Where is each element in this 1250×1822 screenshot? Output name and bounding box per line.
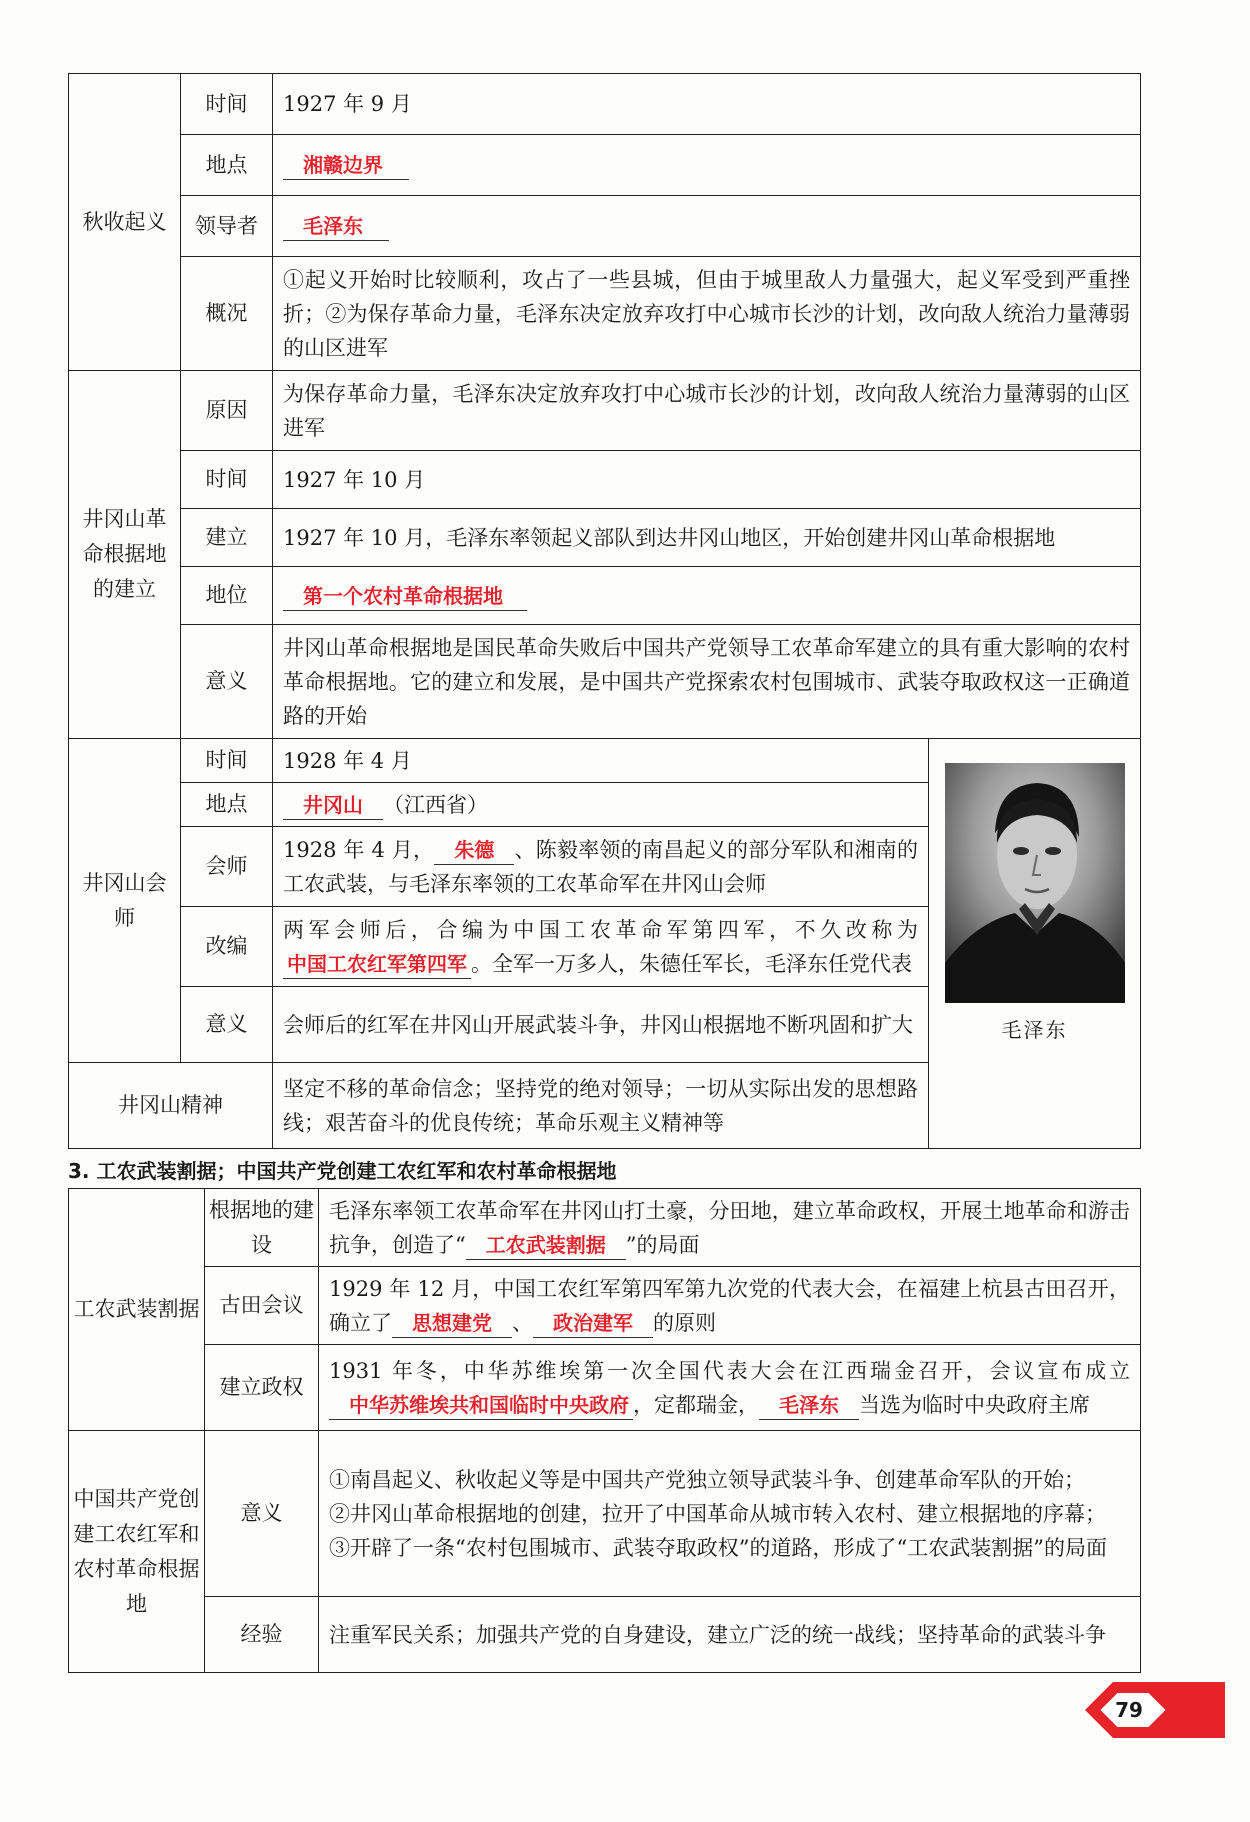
jinggangshan-meeting-category: 井冈山会师 <box>69 739 181 1063</box>
meeting-place-answer: 井冈山 <box>303 792 363 817</box>
armed-separatism-category: 工农武装割据 <box>69 1189 205 1431</box>
text-segment: 两军会师后，合编为中国工农革命军第四军，不久改称为 <box>283 917 918 942</box>
text-segment: 、 <box>512 1310 533 1335</box>
meeting-place-suffix: （江西省） <box>383 792 488 817</box>
row-label: 时间 <box>181 451 273 509</box>
gutian-answer-2: 政治建军 <box>553 1310 633 1335</box>
answer-blank <box>283 582 527 611</box>
cpc-red-army-category: 中国共产党创建工农红军和农村革命根据地 <box>69 1431 205 1673</box>
base-status <box>273 567 1141 625</box>
autumn-time: 1927 年 9 月 <box>273 74 1141 135</box>
answer-blank <box>283 791 383 820</box>
meeting-join <box>273 827 929 907</box>
row-label: 会师 <box>181 827 273 907</box>
establish-government <box>319 1345 1141 1431</box>
answer-blank <box>329 1391 633 1420</box>
row-label: 经验 <box>205 1597 319 1673</box>
text-segment: 1928 年 4 月， <box>283 837 435 862</box>
text-segment: 1929 年 12 月，中国工农红军第四军第九次党的代表大会，在福建上杭县古田召开，确立了 <box>329 1276 1130 1335</box>
answer-blank <box>283 950 471 979</box>
row-label: 意义 <box>205 1431 319 1597</box>
row-label: 时间 <box>181 74 273 135</box>
autumn-uprising-category: 秋收起义 <box>69 74 181 371</box>
answer-blank <box>759 1391 859 1420</box>
row-label: 概况 <box>181 257 273 371</box>
row-label: 根据地的建设 <box>205 1189 319 1267</box>
row-label: 古田会议 <box>205 1267 319 1345</box>
history-table-1 <box>68 73 1141 1149</box>
base-construction <box>319 1189 1141 1267</box>
autumn-place-answer: 湘赣边界 <box>303 153 383 177</box>
answer-blank <box>283 212 389 241</box>
meeting-time: 1928 年 4 月 <box>273 739 929 783</box>
government-answer-2: 毛泽东 <box>779 1392 839 1417</box>
row-label: 意义 <box>181 625 273 739</box>
meeting-join-answer: 朱德 <box>454 837 495 862</box>
row-label: 地点 <box>181 135 273 196</box>
row-label: 领导者 <box>181 196 273 257</box>
autumn-overview: ①起义开始时比较顺利，攻占了一些县城，但由于城里敌人力量强大，起义军受到严重挫折；②为保存革命力量，毛泽东决定放弃攻打中心城市长沙的计划，改向敌人统治力量薄弱的山区进军 <box>273 257 1141 371</box>
jinggangshan-spirit-category: 井冈山精神 <box>69 1063 273 1149</box>
row-label: 原因 <box>181 371 273 451</box>
history-table-2 <box>68 1188 1141 1673</box>
gutian-answer-1: 思想建党 <box>412 1310 492 1335</box>
significance-point-3: ③开辟了一条“农村包围城市、武装夺取政权”的道路，形成了“工农武装割据”的局面 <box>329 1535 1107 1560</box>
jinggangshan-base-category: 井冈山革命根据地的建立 <box>69 371 181 739</box>
significance-point-2: ②井冈山革命根据地的创建，拉开了中国革命从城市转入农村、建立根据地的序幕； <box>329 1501 1106 1526</box>
answer-blank <box>533 1309 653 1338</box>
autumn-place <box>273 135 1141 196</box>
portrait-illustration <box>945 763 1125 1003</box>
section-3-title: 3. 工农武装割据；中国共产党创建工农红军和农村革命根据地 <box>68 1159 617 1183</box>
text-segment: 毛泽东率领工农革命军在井冈山打土豪，分田地，建立革命政权，开展土地革命和游击抗争，创造了“ <box>329 1198 1130 1257</box>
base-reason: 为保存革命力量，毛泽东决定放弃攻打中心城市长沙的计划，改向敌人统治力量薄弱的山区进军 <box>273 371 1141 451</box>
gutian-conference <box>319 1267 1141 1345</box>
row-label: 改编 <box>181 907 273 987</box>
meeting-reorganize-answer: 中国工农红军第四军 <box>287 951 467 976</box>
row-label: 意义 <box>181 987 273 1063</box>
base-time: 1927 年 10 月 <box>273 451 1141 509</box>
spirit-text: 坚定不移的革命信念；坚持党的绝对领导；一切从实际出发的思想路线；艰苦奋斗的优良传统；革命乐观主义精神等 <box>273 1063 929 1149</box>
answer-blank <box>434 836 514 865</box>
text-segment: 1931 年冬，中华苏维埃第一次全国代表大会在江西瑞金召开，会议宣布成立 <box>329 1358 1130 1383</box>
text-segment: ”的局面 <box>625 1232 700 1257</box>
meeting-reorganize <box>273 907 929 987</box>
base-establish: 1927 年 10 月，毛泽东率领起义部队到达井冈山地区，开始创建井冈山革命根据地 <box>273 509 1141 567</box>
cpc-significance <box>319 1431 1141 1597</box>
text-segment: ，定都瑞金， <box>633 1392 759 1417</box>
portrait-caption: 毛泽东 <box>1001 1018 1068 1042</box>
text-segment: 当选为临时中央政府主席 <box>859 1392 1090 1417</box>
autumn-leader <box>273 196 1141 257</box>
base-construction-answer: 工农武装割据 <box>485 1232 606 1257</box>
answer-blank <box>392 1309 512 1338</box>
government-answer-1: 中华苏维埃共和国临时中央政府 <box>349 1392 629 1417</box>
meeting-place <box>273 783 929 827</box>
text-segment: 、陈毅率领的南昌起义的部分军队和湘南的工农武装，与毛泽东率领的工农革命军在井冈山会师 <box>283 837 918 896</box>
portrait-cell <box>929 739 1141 1149</box>
cpc-experience: 注重军民关系；加强共产党的自身建设，建立广泛的统一战线；坚持革命的武装斗争 <box>319 1597 1141 1673</box>
row-label: 建立 <box>181 509 273 567</box>
significance-point-1: ①南昌起义、秋收起义等是中国共产党独立领导武装斗争、创建革命军队的开始； <box>329 1467 1085 1492</box>
meeting-significance: 会师后的红军在井冈山开展武装斗争，井冈山根据地不断巩固和扩大 <box>273 987 929 1063</box>
base-significance: 井冈山革命根据地是国民革命失败后中国共产党领导工农革命军建立的具有重大影响的农村革命根据地。它的建立和发展，是中国共产党探索农村包围城市、武装夺取政权这一正确道路的开始 <box>273 625 1141 739</box>
autumn-leader-answer: 毛泽东 <box>303 214 363 238</box>
answer-blank <box>283 151 409 180</box>
row-label: 地位 <box>181 567 273 625</box>
row-label: 建立政权 <box>205 1345 319 1431</box>
base-status-answer: 第一个农村革命根据地 <box>303 583 503 608</box>
answer-blank <box>466 1231 626 1260</box>
mao-zedong-portrait <box>945 763 1125 1003</box>
row-label: 时间 <box>181 739 273 783</box>
page-number: 79 <box>1115 1698 1143 1722</box>
text-segment: 。全军一万多人，朱德任军长，毛泽东任党代表 <box>471 951 912 976</box>
text-segment: 的原则 <box>653 1310 716 1335</box>
row-label: 地点 <box>181 783 273 827</box>
